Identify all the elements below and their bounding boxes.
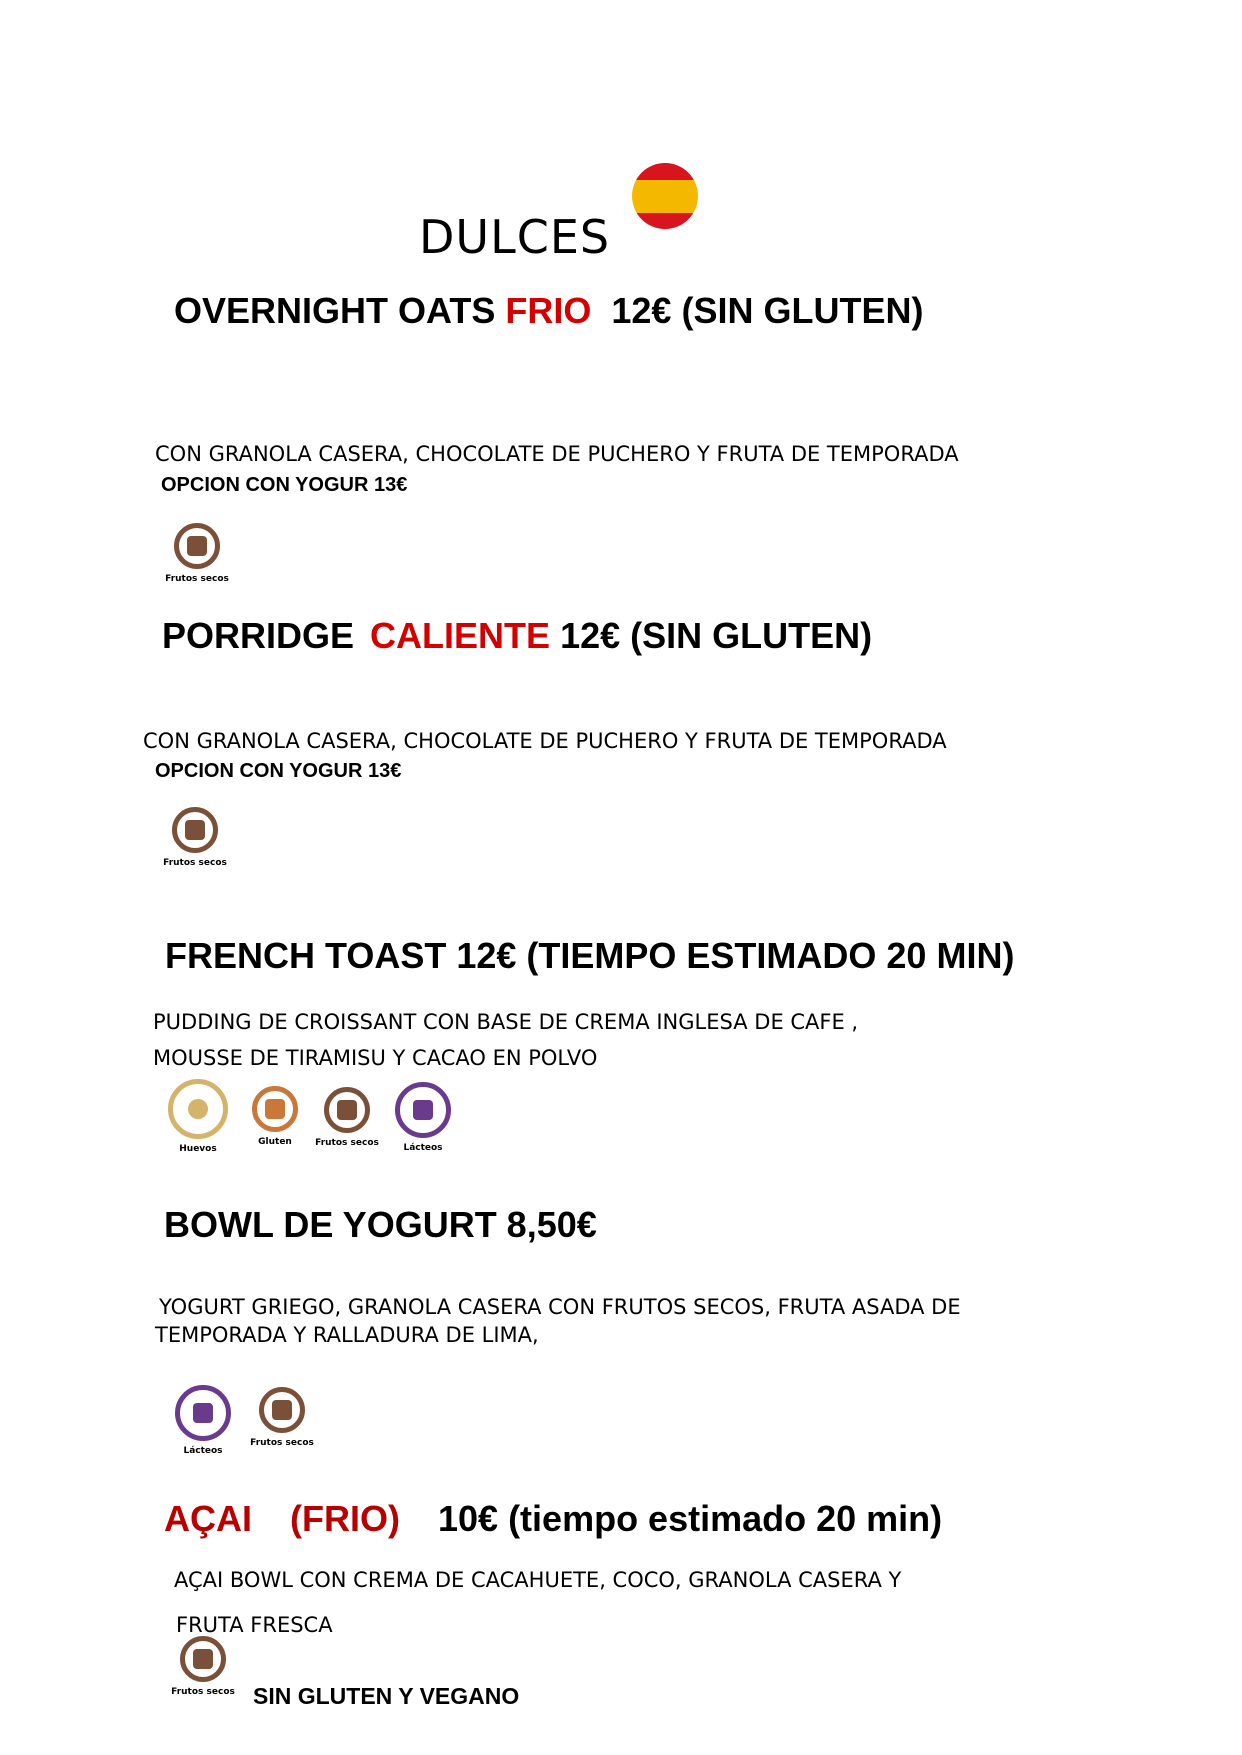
allergen-label: Frutos secos xyxy=(171,1687,235,1697)
page-title: DULCES xyxy=(419,210,611,264)
item-name: OVERNIGHT OATS xyxy=(174,290,496,331)
nuts-icon xyxy=(324,1087,370,1133)
item-name: PORRIDGE xyxy=(162,615,355,656)
milk-icon xyxy=(175,1385,231,1441)
item-price: 12€ (SIN GLUTEN) xyxy=(560,615,873,656)
allergen-nuts xyxy=(158,1636,248,1697)
allergen-label: Lácteos xyxy=(403,1143,443,1153)
item-description: CON GRANOLA CASERA, CHOCOLATE DE PUCHERO Y FRUTA DE TEMPORADA xyxy=(143,729,947,753)
nuts-icon xyxy=(180,1636,226,1682)
allergen-dairy xyxy=(158,1385,248,1456)
item-option: OPCION CON YOGUR 13€ xyxy=(161,474,408,496)
item-temperature: (FRIO) xyxy=(290,1498,400,1539)
item-title-acai xyxy=(164,1498,942,1540)
item-price: 10€ (tiempo estimado 20 min) xyxy=(438,1498,943,1539)
allergen-dairy xyxy=(378,1082,468,1153)
item-title-french-toast: FRENCH TOAST 12€ (TIEMPO ESTIMADO 20 MIN) xyxy=(165,935,1015,976)
wheat-icon xyxy=(252,1086,298,1132)
milk-icon xyxy=(395,1082,451,1138)
item-description: FRUTA FRESCA xyxy=(176,1613,333,1637)
allergen-label: Frutos secos xyxy=(315,1138,379,1148)
allergen-nuts xyxy=(237,1387,327,1448)
egg-icon xyxy=(168,1079,228,1139)
spain-flag-icon xyxy=(632,163,698,229)
item-description: MOUSSE DE TIRAMISU Y CACAO EN POLVO xyxy=(153,1046,598,1070)
item-name: AÇAI xyxy=(164,1498,252,1539)
item-title-bowl-de-yogurt: BOWL DE YOGURT 8,50€ xyxy=(164,1204,597,1245)
allergen-label: Frutos secos xyxy=(165,574,229,584)
allergen-label: Frutos secos xyxy=(250,1438,314,1448)
allergen-nuts xyxy=(150,807,240,868)
nuts-icon xyxy=(174,523,220,569)
nuts-icon xyxy=(172,807,218,853)
item-temperature: CALIENTE xyxy=(370,615,551,656)
item-note: SIN GLUTEN Y VEGANO xyxy=(253,1683,520,1709)
item-description: YOGURT GRIEGO, GRANOLA CASERA CON FRUTOS SECOS, FRUTA ASADA DE xyxy=(159,1295,961,1319)
item-title-porridge xyxy=(162,615,872,657)
item-temperature: FRIO xyxy=(505,290,592,331)
item-title-overnight-oats xyxy=(174,290,923,332)
item-description: AÇAI BOWL CON CREMA DE CACAHUETE, COCO, GRANOLA CASERA Y xyxy=(174,1568,902,1592)
item-price: 12€ (SIN GLUTEN) xyxy=(611,290,924,331)
allergen-label: Lácteos xyxy=(183,1446,223,1456)
item-description: CON GRANOLA CASERA, CHOCOLATE DE PUCHERO Y FRUTA DE TEMPORADA xyxy=(155,442,959,466)
item-option: OPCION CON YOGUR 13€ xyxy=(155,760,402,782)
item-description: TEMPORADA Y RALLADURA DE LIMA, xyxy=(155,1323,539,1347)
allergen-label: Huevos xyxy=(179,1144,217,1154)
item-description: PUDDING DE CROISSANT CON BASE DE CREMA INGLESA DE CAFE , xyxy=(153,1010,859,1034)
allergen-nuts xyxy=(152,523,242,584)
allergen-label: Gluten xyxy=(258,1137,292,1147)
nuts-icon xyxy=(259,1387,305,1433)
allergen-label: Frutos secos xyxy=(163,858,227,868)
